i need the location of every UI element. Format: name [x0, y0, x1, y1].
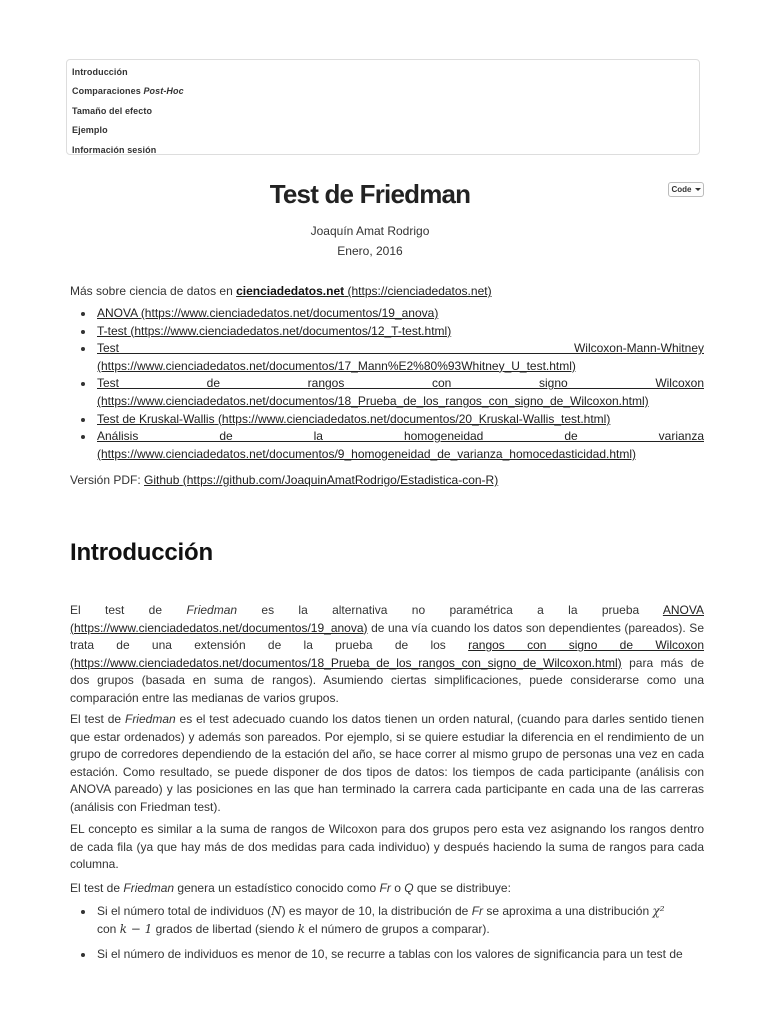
toc-item-informacion-sesion[interactable]: Información sesión — [72, 144, 157, 155]
link-rangos-signo-wilcoxon[interactable] — [97, 376, 704, 408]
text: ) es mayor de 10, la distribución de — [281, 904, 472, 918]
text: con — [97, 921, 120, 936]
pdf-prefix: Versión PDF: — [70, 473, 145, 487]
site-name: cienciadedatos.net — [236, 284, 345, 298]
text: se aproxima a una distribución — [483, 904, 653, 918]
page-title: Test de Friedman — [269, 179, 471, 209]
link-name: Test Wilcoxon-Mann-Whitney — [97, 341, 704, 356]
link-anova-inline[interactable]: ANOVA (https://www.cienciadedatos.net/documentos/19_anova) — [70, 603, 704, 635]
table-of-contents — [66, 59, 700, 155]
link-t-test[interactable] — [97, 324, 451, 338]
link-url: (https://www.cienciadedatos.net/documentos/19_anova) — [140, 306, 439, 320]
toc-item-comparaciones[interactable] — [67, 82, 699, 101]
toc-item-tamano-efecto[interactable]: Tamaño del efecto — [72, 105, 153, 116]
text: de una vía cuando los datos son dependientes (pareados). Se trata de una extensión de la prueba de los — [70, 620, 704, 653]
link-wilcoxon-inline[interactable]: rangos con signo de Wilcoxon (https://www.cienciadedatos.net/documentos/18_Prueba_de_los_rangos_con_signo_de_Wilcoxon.html) — [70, 638, 705, 670]
paragraph: EL concepto es similar a la suma de rangos de Wilcoxon para dos grupos pero esta vez asignando los rangos dentro de cada fila (ya que hay más de dos medidas para cada individuo) y después haciendo la suma de rangos para cada columna. — [70, 822, 704, 872]
toc-item-label: Comparaciones — [72, 86, 144, 97]
link-kruskal-wallis[interactable] — [97, 412, 610, 426]
paragraph — [70, 711, 704, 817]
text: que se distribuye: — [413, 881, 511, 895]
link-name: Test de Kruskal-Wallis — [97, 411, 215, 426]
text: para más de dos grupos (basada en suma de rangos). Asumiendo ciertas simplificaciones, puede considerarse como una comparación entre las medianas de varios grupos. — [70, 655, 704, 705]
text: grados de libertad (siendo — [152, 921, 298, 936]
text: es la alternativa no paramétrica a la prueba — [237, 603, 663, 617]
link-url: (https://www.cienciadedatos.net/documentos/12_T-test.html) — [130, 323, 452, 338]
paragraph — [70, 602, 704, 708]
math-n: N — [271, 904, 282, 918]
section-heading-introduccion: Introducción — [70, 539, 213, 566]
text: el número de grupos a comparar). — [305, 921, 490, 936]
text-italic: Friedman — [186, 603, 238, 617]
list-item — [97, 411, 704, 429]
distribution-list — [97, 903, 704, 972]
list-item — [97, 340, 704, 375]
list-item — [97, 323, 704, 341]
math-k-minus-1: k − 1 — [119, 921, 153, 936]
more-prefix: Más sobre ciencia de datos en — [70, 284, 237, 298]
list-item: Si el número de individuos es menor de 10, se recurre a tablas con los valores de significancia para un test de — [97, 946, 704, 964]
text-italic: Fr — [471, 904, 484, 918]
list-item — [97, 305, 704, 323]
list-item — [97, 375, 704, 410]
link-wilcoxon-mann-whitney[interactable] — [97, 341, 704, 373]
link-url: (https://www.cienciadedatos.net/documentos/9_homogeneidad_de_varianza_homocedasticidad.html) — [97, 446, 636, 461]
link-name: Análisis de la homogeneidad de varianza — [97, 429, 704, 444]
text: es el test adecuado cuando los datos tienen un orden natural, (cuando para darles sentido tienen que estar ordenados) y además son pareados. Por ejemplo, si se quiere estudiar la diferencia en el rendimiento de un grupo de corredores dependiendo de la estación del año, se hace correr al mismo grupo de personas una vez en cada estación. Como resultado, se puede disponer de dos tipos de datos: los tiempos de cada participante (análisis con ANOVA pareado) y las posiciones en las que han terminado la carrera cada participante en cada una de las carreras (análisis con Friedman test). — [70, 712, 704, 814]
author: Joaquín Amat Rodrigo — [310, 224, 430, 238]
text: El test de — [70, 712, 125, 726]
toc-item-ejemplo[interactable]: Ejemplo — [72, 125, 108, 136]
more-info-line — [70, 283, 710, 301]
text: genera un estadístico conocido como — [174, 881, 380, 895]
text: Si el número total de individuos ( — [97, 904, 272, 918]
github-name: Github — [144, 473, 180, 487]
list-item — [97, 428, 704, 463]
text-italic: Friedman — [124, 712, 176, 726]
github-link[interactable] — [144, 473, 498, 487]
math-k: k — [297, 921, 305, 936]
link-url: (https://www.cienciadedatos.net/documentos/18_Prueba_de_los_rangos_con_signo_de_Wilcoxon.html) — [97, 393, 649, 408]
site-url: (https://cienciadedatos.net) — [344, 284, 492, 298]
link-url: (https://www.cienciadedatos.net/documentos/20_Kruskal-Wallis_test.html) — [217, 411, 611, 426]
github-url: (https://github.com/JoaquinAmatRodrigo/Estadistica-con-R) — [182, 473, 499, 487]
paragraph — [70, 880, 704, 898]
link-homogeneidad-varianza[interactable] — [97, 429, 704, 461]
toc-item-introduccion[interactable]: Introducción — [72, 67, 128, 77]
link-anova[interactable] — [97, 306, 438, 320]
link-url: (https://www.cienciadedatos.net/documentos/17_Mann%E2%80%93Whitney_U_test.html) — [97, 358, 576, 373]
text: o — [390, 881, 405, 895]
text: El test de — [70, 603, 187, 617]
math-chi-squared: χ² — [652, 904, 665, 918]
code-button-label: Code — [671, 185, 692, 194]
link-name: ANOVA — [97, 306, 138, 320]
related-links-list — [97, 305, 704, 463]
list-item — [97, 903, 704, 938]
text: El test de — [70, 881, 124, 895]
link-name: Test de rangos con signo Wilcoxon — [97, 376, 704, 391]
toc-item-label-italic: Post-Hoc — [143, 86, 184, 97]
text-italic: Q — [404, 881, 414, 895]
link-name: T-test — [97, 323, 128, 338]
date: Enero, 2016 — [337, 244, 403, 258]
site-link[interactable] — [236, 284, 491, 298]
text-italic: Friedman — [123, 881, 175, 895]
text-italic: Fr — [379, 881, 391, 895]
pdf-version-line — [70, 472, 710, 490]
